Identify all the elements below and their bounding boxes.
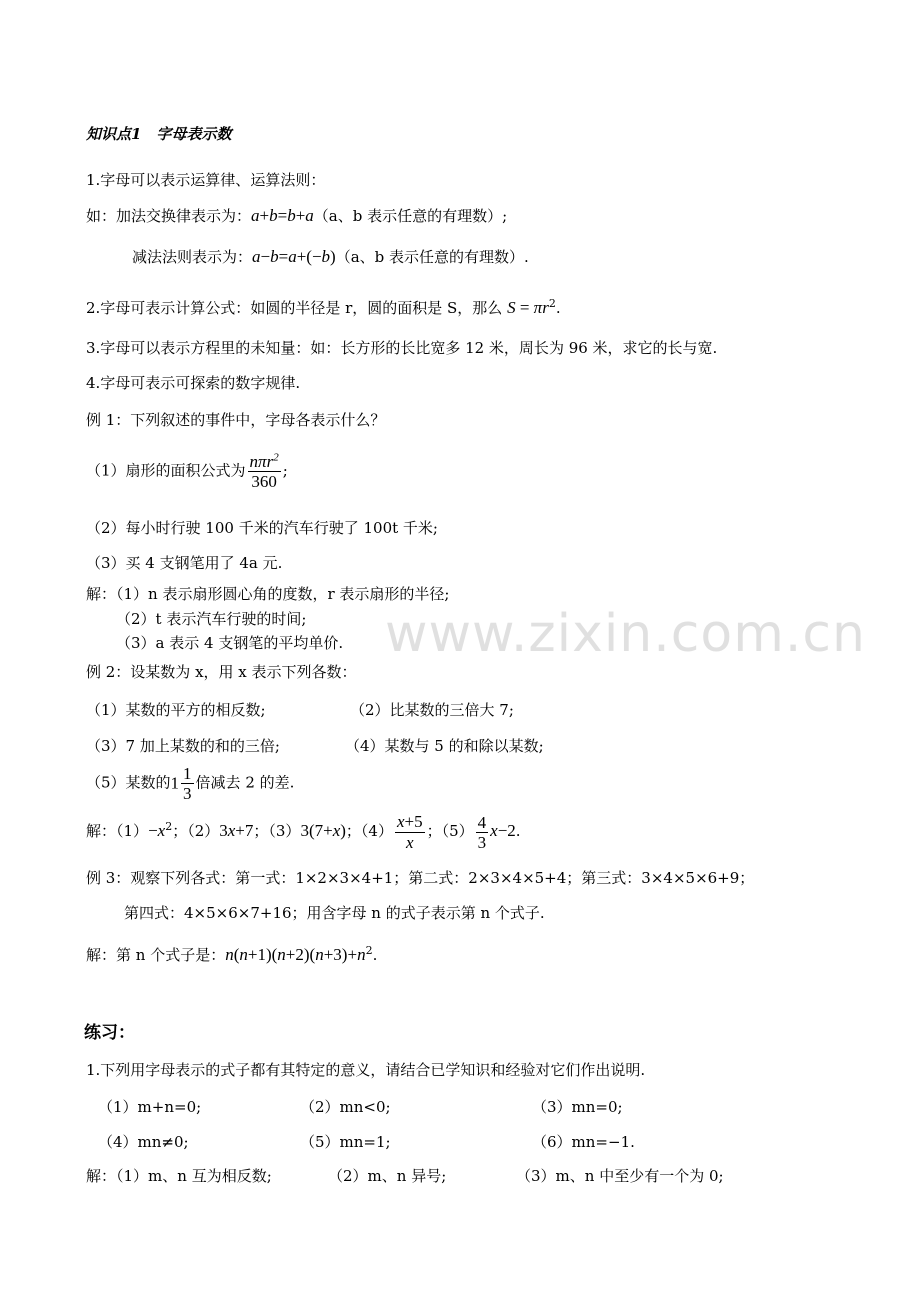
example-1-item-1: （1）扇形的面积公式为 $\frac{n\pi r^2}{360}$ ; <box>86 451 288 491</box>
example-2-item-4: （4）某数与 5 的和除以某数; <box>345 737 544 755</box>
practice-item-2: （2）mn<0; <box>300 1098 391 1116</box>
example-1-item-1-label: （1）扇形的面积公式为 <box>86 461 246 480</box>
addition-law-formula: a <box>251 206 260 225</box>
sector-area-fraction: $\frac{n\pi r^2}{360}$ <box>249 451 279 491</box>
example-2-item-3: （3）7 加上某数的和的三倍; <box>86 737 280 755</box>
practice-item-5: （5）mn=1; <box>300 1133 391 1151</box>
example-1-solution-1: 解：（1）n 表示扇形圆心角的度数，r 表示扇形的半径; <box>86 585 450 603</box>
example-2-item-5-label: （5）某数的 <box>86 773 171 792</box>
example-3-solution-label: 解：第 n 个式子是： <box>86 946 226 964</box>
subtraction-rule-note: （a、b 表示任意的有理数）. <box>335 248 529 266</box>
example-1-item-3: （3）买 4 支钢笔用了 4a 元. <box>86 554 283 572</box>
practice-heading: 练习： <box>84 1023 135 1043</box>
example-2-title: 例 2：设某数为 x，用 x 表示下列各数： <box>86 663 357 681</box>
practice-item-6: （6）mn=−1. <box>532 1133 635 1151</box>
example-2-item-5 <box>86 764 294 803</box>
point-3: 3.字母可以表示方程里的未知量：如：长方形的长比宽多 12 米，周长为 96 米，求它的长与宽. <box>86 339 718 357</box>
practice-solution-1: 解：（1）m、n 互为相反数; <box>86 1167 272 1185</box>
watermark: www.zixin.com.cn <box>385 604 866 664</box>
example-2-solution-label: 解： <box>86 822 117 840</box>
example-1-item-2: （2）每小时行驶 100 千米的汽车行驶了 100t 千米; <box>86 519 438 537</box>
example-3-solution: 解：第 n 个式子是：$n(n+1)(n+2)(n+3)+n^2$. <box>86 944 378 964</box>
solution-fraction-4: $\frac{x+5}{x}$ <box>396 812 423 852</box>
example-3-formula: n <box>225 945 234 964</box>
circle-area-formula: S <box>507 298 516 317</box>
practice-solution-3: （3）m、n 中至少有一个为 0; <box>516 1167 724 1185</box>
point-2-text: 2.字母可表示计算公式：如圆的半径是 r，圆的面积是 S，那么 <box>86 299 503 317</box>
example-1-solution-3: （3）a 表示 4 支钢笔的平均单价. <box>116 634 344 652</box>
addition-law-note: （a、b 表示任意的有理数）; <box>313 207 508 225</box>
example-3-line-2: 第四式：4×5×6×7+16；用含字母 n 的式子表示第 n 个式子. <box>124 904 545 922</box>
example-2-solution: 解：$(1)-x^2$；（2）3x+7；（3）3(7+x)；（4） $\frac{x+5}{x}$ ；（5） $\frac{4}{3}$ x−2. <box>86 812 521 852</box>
subtraction-rule-line: 减法法则表示为：a−b=a+(−b)（a、b 表示任意的有理数）. <box>132 247 529 266</box>
example-1-solution-2: （2）t 表示汽车行驶的时间; <box>116 610 307 628</box>
point-1: 1.字母可以表示运算律、运算法则： <box>86 171 326 189</box>
example-2-item-2: （2）比某数的三倍大 7; <box>350 701 514 719</box>
practice-solution-2: （2）m、n 异号; <box>328 1167 447 1185</box>
point-4: 4.字母可表示可探索的数字规律. <box>86 374 301 392</box>
section-heading: 知识点1 字母表示数 <box>86 125 232 143</box>
point-2: 2.字母可表示计算公式：如圆的半径是 r，圆的面积是 S，那么 $S = \pi r^2$. <box>86 297 561 317</box>
example-1-title: 例 1：下列叙述的事件中，字母各表示什么？ <box>86 411 386 429</box>
subtraction-rule-label: 减法法则表示为： <box>132 248 253 266</box>
example-2-item-1: （1）某数的平方的相反数; <box>86 701 266 719</box>
example-2-item-5-suffix: 倍减去 2 的差. <box>195 773 295 792</box>
practice-item-4: （4）mn≠0; <box>98 1133 189 1151</box>
practice-question-1: 1.下列用字母表示的式子都有其特定的意义，请结合已学知识和经验对它们作出说明. <box>86 1061 646 1079</box>
addition-law-line: 如：加法交换律表示为：a+b=b+a（a、b 表示任意的有理数）; <box>86 206 508 225</box>
addition-law-label: 如：加法交换律表示为： <box>86 207 252 225</box>
practice-item-3: （3）mn=0; <box>532 1098 623 1116</box>
subtraction-rule-formula: a <box>252 247 261 266</box>
mixed-number: 1 $\frac{1}{3}$ <box>170 764 192 803</box>
solution-fraction-5: $\frac{4}{3}$ <box>477 812 487 852</box>
example-3-line-1: 例 3：观察下列各式：第一式：1×2×3×4+1；第二式：2×3×4×5+4；第三式：3×4×5×6+9； <box>86 869 755 887</box>
practice-item-1: （1）m+n=0; <box>98 1098 202 1116</box>
